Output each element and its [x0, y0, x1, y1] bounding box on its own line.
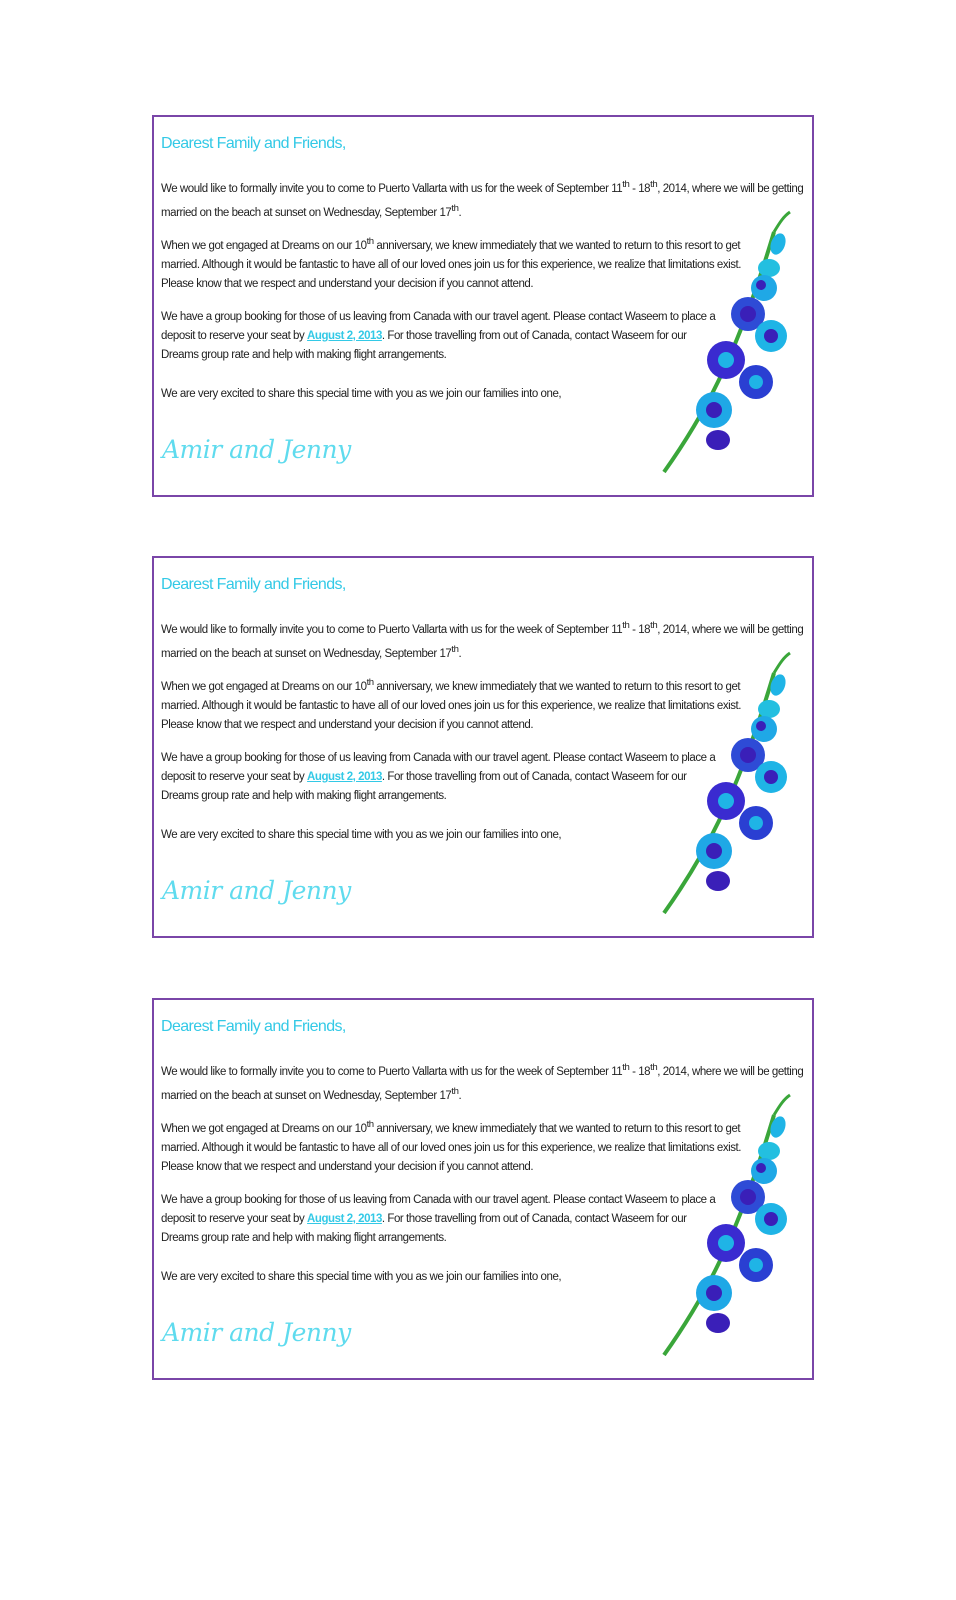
invitation-card — [152, 998, 814, 1380]
deadline-date: August 2, 2013 — [307, 1213, 382, 1225]
engagement-text: anniversary, we knew immediately that we wanted to return to this resort to get married. Although it would be fantastic to have all of our loved ones join us for this experience, we realize that limitations exist. Please know that we respect and understand your decision if you cannot attend. — [161, 1122, 742, 1173]
invitation-card — [152, 115, 814, 497]
booking-text: . For those travelling from out of Canada, contact Waseem for our Dreams group rate and help with making flight arrangements. — [161, 771, 687, 802]
booking-paragraph — [161, 308, 726, 365]
ordinal-suffix: th — [650, 1062, 658, 1073]
ordinal-suffix: th — [622, 620, 630, 631]
invite-text: - 18 — [629, 182, 651, 195]
invitation-card — [152, 556, 814, 938]
ordinal-suffix: th — [451, 202, 459, 214]
signature: Amir and Jenny — [162, 876, 351, 905]
signature: Amir and Jenny — [162, 1318, 351, 1347]
closing-paragraph: We are very excited to share this special time with you as we join our families into one, — [161, 1271, 562, 1283]
booking-paragraph — [161, 749, 726, 806]
deadline-date: August 2, 2013 — [307, 771, 382, 783]
deadline-date: August 2, 2013 — [307, 330, 382, 342]
greeting: Dearest Family and Friends, — [161, 135, 346, 152]
invite-text: , 2014, where we will be getting married on the beach at sunset on Wednesday, September 17 — [161, 1065, 804, 1102]
engagement-text: When we got engaged at Dreams on our 10 — [161, 680, 367, 693]
invite-text: , 2014, where we will be getting married on the beach at sunset on Wednesday, September 17 — [161, 623, 804, 660]
engagement-text: When we got engaged at Dreams on our 10 — [161, 1122, 367, 1135]
booking-text: . For those travelling from out of Canada, contact Waseem for our Dreams group rate and help with making flight arrangements. — [161, 330, 687, 361]
ordinal-suffix: th — [451, 643, 459, 655]
invite-text: . — [458, 1089, 462, 1102]
invite-text: - 18 — [629, 623, 651, 636]
engagement-text: anniversary, we knew immediately that we wanted to return to this resort to get married. Although it would be fantastic to have all of our loved ones join us for this experience, we realize that limitations exist. Please know that we respect and understand your decision if you cannot attend. — [161, 239, 742, 290]
orchid-icon — [656, 1093, 806, 1361]
invite-text: - 18 — [629, 1065, 651, 1078]
booking-text: We have a group booking for those of us leaving from Canada with our travel agent. Please contact Waseem to place a deposit to reserve your seat by — [161, 1194, 716, 1225]
closing-paragraph: We are very excited to share this special time with you as we join our families into one, — [161, 388, 562, 400]
booking-text: We have a group booking for those of us leaving from Canada with our travel agent. Please contact Waseem to place a deposit to reserve your seat by — [161, 752, 716, 783]
booking-text: . For those travelling from out of Canada, contact Waseem for our Dreams group rate and help with making flight arrangements. — [161, 1213, 687, 1244]
closing-paragraph: We are very excited to share this special time with you as we join our families into one, — [161, 829, 562, 841]
engagement-text: When we got engaged at Dreams on our 10 — [161, 239, 367, 252]
invite-text: We would like to formally invite you to come to Puerto Vallarta with us for the week of September 11 — [161, 182, 623, 195]
invite-text: , 2014, where we will be getting married on the beach at sunset on Wednesday, September 17 — [161, 182, 804, 219]
greeting: Dearest Family and Friends, — [161, 576, 346, 593]
engagement-text: anniversary, we knew immediately that we wanted to return to this resort to get married. Although it would be fantastic to have all of our loved ones join us for this experience, we realize that limitations exist. Please know that we respect and understand your decision if you cannot attend. — [161, 680, 742, 731]
ordinal-suffix: th — [622, 1062, 630, 1073]
orchid-icon — [656, 210, 806, 478]
invite-text: We would like to formally invite you to come to Puerto Vallarta with us for the week of September 11 — [161, 623, 623, 636]
orchid-icon — [656, 651, 806, 919]
signature: Amir and Jenny — [162, 435, 351, 464]
booking-paragraph — [161, 1191, 726, 1248]
ordinal-suffix: th — [650, 179, 658, 190]
booking-text: We have a group booking for those of us leaving from Canada with our travel agent. Please contact Waseem to place a deposit to reserve your seat by — [161, 311, 716, 342]
ordinal-suffix: th — [366, 1119, 374, 1130]
ordinal-suffix: th — [366, 677, 374, 688]
invite-text: We would like to formally invite you to come to Puerto Vallarta with us for the week of September 11 — [161, 1065, 623, 1078]
ordinal-suffix: th — [451, 1085, 459, 1097]
greeting: Dearest Family and Friends, — [161, 1018, 346, 1035]
invite-text: . — [458, 206, 462, 219]
ordinal-suffix: th — [622, 179, 630, 190]
invite-text: . — [458, 647, 462, 660]
ordinal-suffix: th — [366, 236, 374, 247]
ordinal-suffix: th — [650, 620, 658, 631]
